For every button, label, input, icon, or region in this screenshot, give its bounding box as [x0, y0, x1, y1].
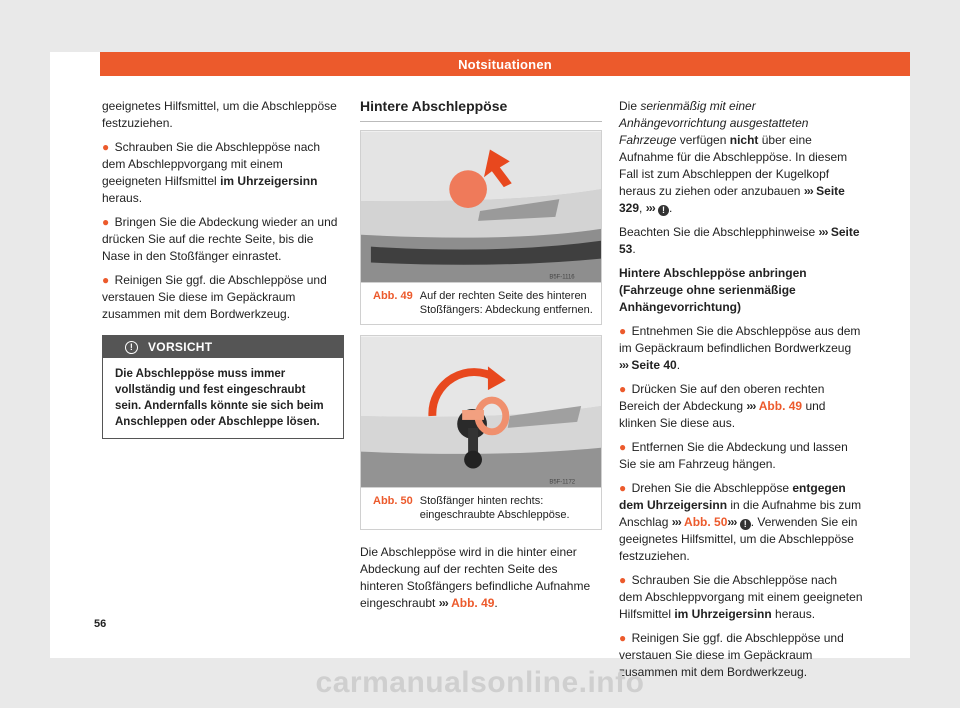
caution-header [103, 336, 343, 358]
bumper-cover-image [361, 131, 601, 283]
right-column [619, 98, 863, 688]
bullet-item: ● Drücken Sie auf den oberen rechten Bereich der Abdeckung ››› Abb. 49 und klinken Sie diese aus. [619, 382, 826, 430]
page-link[interactable]: Seite 40 [631, 358, 677, 372]
figure-code: B5F-1116 [549, 274, 575, 281]
bullet-item: ● Drehen Sie die Abschleppöse entgegen dem Uhrzeigersinn in die Aufnahme bis zum Anschlag ››› Abb. 50››› ! . Verwenden Sie ein geeignetes Hilfsmittel, um die Abschleppöse festzuziehen. [619, 481, 862, 563]
section-title: Hintere Abschleppöse [360, 98, 602, 122]
paragraph: Beachten Sie die Abschlepphinweise ››› Seite 53. [619, 225, 860, 256]
page-link[interactable]: Seite 329 [619, 184, 845, 215]
bullet-icon: ● [619, 631, 627, 645]
middle-column [360, 98, 602, 619]
figure-number: Abb. 49 [373, 290, 413, 302]
paragraph: geeignetes Hilfsmittel, um die Abschleppöse festzuziehen. [102, 99, 337, 130]
page-header: Notsituationen [100, 52, 910, 76]
bullet-item: ● Reinigen Sie ggf. die Abschleppöse und verstauen Sie diese im Gepäckraum zusammen mit dem Bordwerkzeug. [619, 631, 844, 679]
figure-link[interactable]: Abb. 49 [758, 399, 803, 413]
bullet-icon: ● [619, 481, 627, 495]
bullet-icon: ● [102, 215, 110, 229]
figure-caption: Abb. 49 Auf der rechten Seite des hinteren Stoßfängers: Abdeckung entfernen. [373, 290, 593, 316]
bullet-icon: ● [102, 273, 110, 287]
figure-number: Abb. 50 [373, 495, 413, 507]
bullet-icon: ● [619, 573, 627, 587]
paragraph: Die Abschleppöse wird in die hinter einer Abdeckung auf der rechten Seite des hinteren Stoßfängers befindliche Aufnahme eingeschraubt ››› Abb. 49. [360, 545, 591, 610]
bullet-item: ● Schrauben Sie die Abschleppöse nach dem Abschleppvorgang mit einem geeigneten Hilfsmittel im Uhrzeigersinn heraus. [619, 573, 863, 621]
caution-title: VORSICHT [148, 339, 213, 354]
paragraph: Die serienmäßig mit einer Anhängevorrichtung ausgestatteten Fahrzeuge verfügen nicht über eine Aufnahme für die Abschleppöse. In diesem Fall ist zum Abschleppen der Kugelkopf heraus zu ziehen oder anzubauen ››› Seite 329, ››› ! . [619, 99, 848, 215]
bullet-item: ● Schrauben Sie die Abschleppöse nach dem Abschleppvorgang mit einem geeigneten Hilfsmittel im Uhrzeigersinn heraus. [102, 140, 321, 205]
page-link[interactable]: Seite 53 [619, 225, 860, 256]
watermark: carmanualsonline.info [315, 666, 645, 699]
caution-box [102, 335, 344, 439]
manual-page [50, 52, 910, 679]
left-column [102, 98, 344, 439]
sub-heading: Hintere Abschleppöse anbringen (Fahrzeuge ohne serienmäßige Anhängevorrichtung) [619, 266, 807, 314]
figure-50 [360, 335, 602, 530]
bullet-item: ● Bringen Sie die Abdeckung wieder an und drücken Sie auf die rechte Seite, bis die Nase in den Stoßfänger einrastet. [102, 215, 338, 263]
warning-icon: ! [658, 205, 669, 216]
figure-49 [360, 130, 602, 325]
bullet-icon: ● [619, 324, 627, 338]
figure-caption: Abb. 50 Stoßfänger hinten rechts: eingeschraubte Abschleppöse. [373, 495, 570, 521]
figure-link[interactable]: Abb. 50 [684, 515, 728, 529]
bullet-item: ● Entnehmen Sie die Abschleppöse aus dem im Gepäckraum befindlichen Bordwerkzeug ››› Seite 40. [619, 324, 861, 372]
warning-icon: ! [740, 519, 751, 530]
figure-link[interactable]: Abb. 49 [451, 596, 495, 610]
bullet-icon: ● [619, 440, 627, 454]
warning-icon: ! [125, 341, 138, 354]
figure-code: B5F-1172 [549, 479, 576, 486]
caution-text: Die Abschleppöse muss immer vollständig und fest eingeschraubt sein. Andernfalls könnte sie sich beim Anschleppen oder Abschleppe lösen. [115, 368, 324, 428]
bullet-item: ● Entfernen Sie die Abdeckung und lassen Sie sie am Fahrzeug hängen. [619, 440, 848, 471]
tow-hook-image [361, 336, 601, 488]
bullet-icon: ● [102, 140, 110, 154]
page-number: 56 [94, 618, 107, 630]
bullet-item: ● Reinigen Sie ggf. die Abschleppöse und verstauen Sie diese im Gepäckraum zusammen mit dem Bordwerkzeug. [102, 273, 327, 321]
bullet-icon: ● [619, 382, 627, 396]
